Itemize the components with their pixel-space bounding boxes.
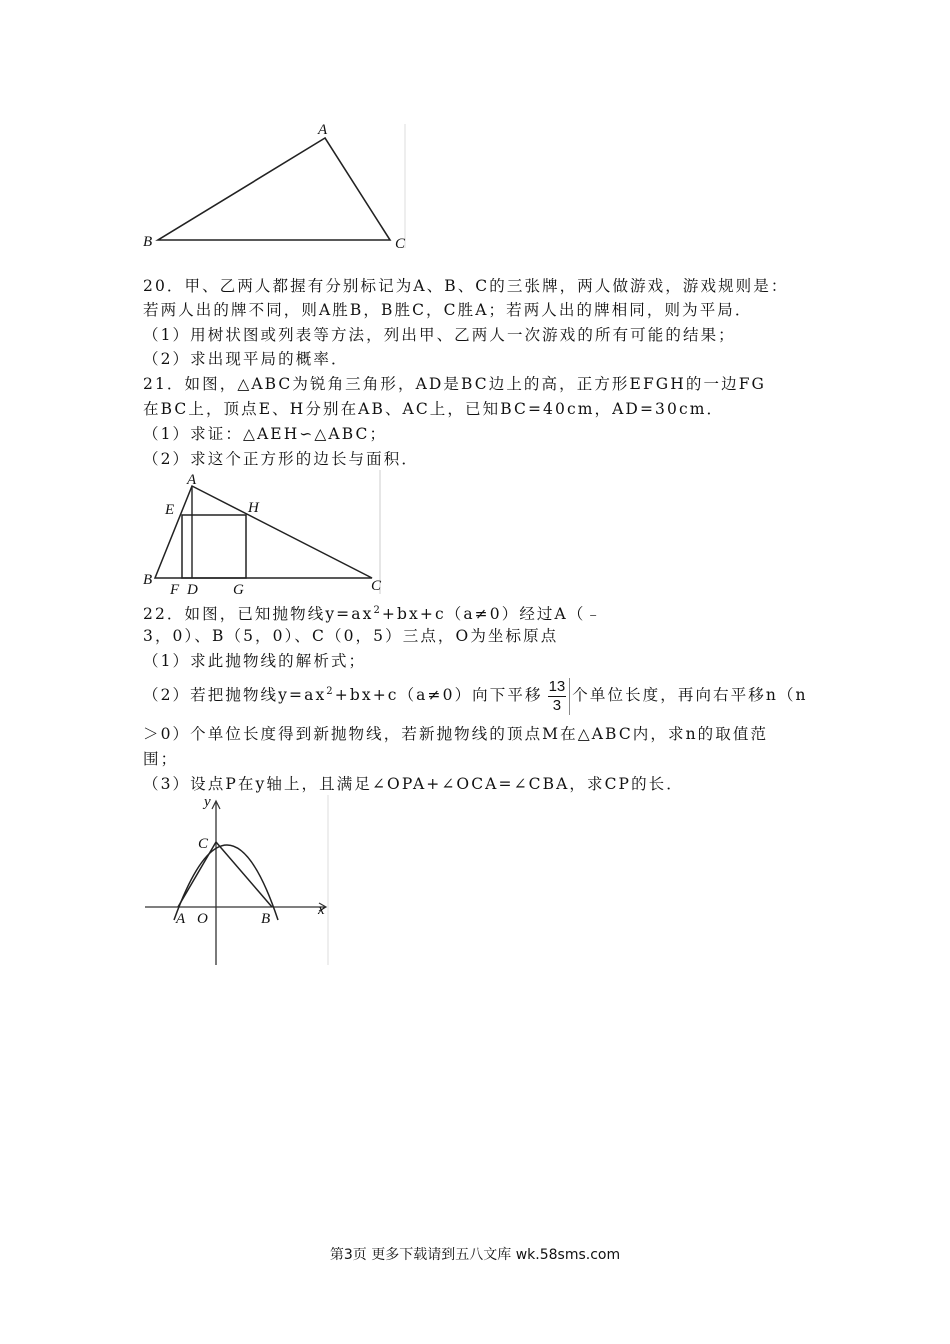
label-b: B <box>143 234 153 250</box>
q21-part1: （1）求证：△AEH∽△ABC； <box>143 425 388 443</box>
segment-cb <box>216 842 272 907</box>
label-d: D <box>187 582 198 598</box>
q22-part3: （3）设点P在y轴上，且满足∠OPA+∠OCA=∠CBA，求CP的长． <box>143 775 684 793</box>
page-footer: 第3页 更多下载请到五八文库 wk.58sms.com <box>329 1247 621 1263</box>
label-a: A <box>187 472 197 488</box>
fraction-13-3 <box>545 678 571 715</box>
q20-line2: 若两人出的牌不同，则A胜B，B胜C，C胜A；若两人出的牌相同，则为平局． <box>143 301 753 319</box>
q22-part2-text-mid: +bx+c（a≠0）向下平移 <box>334 686 543 705</box>
square-in-triangle-figure <box>140 468 385 598</box>
q22-part2-text: （2）若把抛物线y=ax <box>143 686 327 705</box>
q21-line2: 在BC上，顶点E、H分别在AB、AC上，已知BC=40cm，AD=30cm． <box>143 400 725 418</box>
fraction-numerator: 13 <box>548 677 566 695</box>
label-x: x <box>318 902 325 918</box>
label-b: B <box>261 911 271 927</box>
q20-part1: （1）用树状图或列表等方法，列出甲、乙两人一次游戏的所有可能的结果； <box>143 326 736 344</box>
triangle-abc <box>155 486 372 578</box>
q21-part2: （2）求这个正方形的边长与面积． <box>143 450 419 468</box>
q22-part2 <box>143 672 808 715</box>
fraction-denominator: 3 <box>552 696 562 714</box>
q21-line1: 21．如图，△ABC为锐角三角形，AD是BC边上的高，正方形EFGH的一边FG <box>143 375 767 393</box>
q22-part2-text-post: 个单位长度，再向右平移n（n <box>572 686 808 705</box>
label-e: E <box>165 502 175 518</box>
label-c: C <box>371 578 382 594</box>
label-y: y <box>204 794 211 810</box>
label-a: A <box>176 911 186 927</box>
exponent: 2 <box>373 605 382 616</box>
parabola-curve <box>174 845 278 920</box>
label-c: C <box>198 836 209 852</box>
q22-part2-line3: 围； <box>143 750 179 768</box>
q22-line1 <box>143 600 603 625</box>
q22-part2-line2: ＞0）个单位长度得到新抛物线，若新抛物线的顶点M在△ABC内，求n的取值范 <box>143 725 769 743</box>
label-g: G <box>233 582 244 598</box>
label-b: B <box>143 572 153 588</box>
exponent: 2 <box>326 686 335 697</box>
label-o: O <box>197 911 208 927</box>
q22-line1-text: 22．如图，已知抛物线y=ax <box>143 605 374 624</box>
q22-part1: （1）求此抛物线的解析式； <box>143 652 367 670</box>
triangle-abc-figure <box>140 118 415 253</box>
label-h: H <box>248 500 259 516</box>
triangle-abc <box>158 138 390 240</box>
label-f: F <box>170 582 180 598</box>
q20-part2: （2）求出现平局的概率． <box>143 350 349 368</box>
label-a: A <box>318 122 328 138</box>
segment-ac <box>178 842 216 907</box>
q20-line1: 20．甲、乙两人都握有分别标记为A、B、C的三张牌，两人做游戏，游戏规则是： <box>143 277 789 295</box>
q22-line1-text-cont: +bx+c（a≠0）经过A（﹣ <box>381 605 604 624</box>
label-c: C <box>395 236 406 252</box>
q22-line2: 3，0）、B（5，0）、C（0，5）三点，O为坐标原点 <box>143 627 559 645</box>
parabola-figure <box>140 790 340 970</box>
